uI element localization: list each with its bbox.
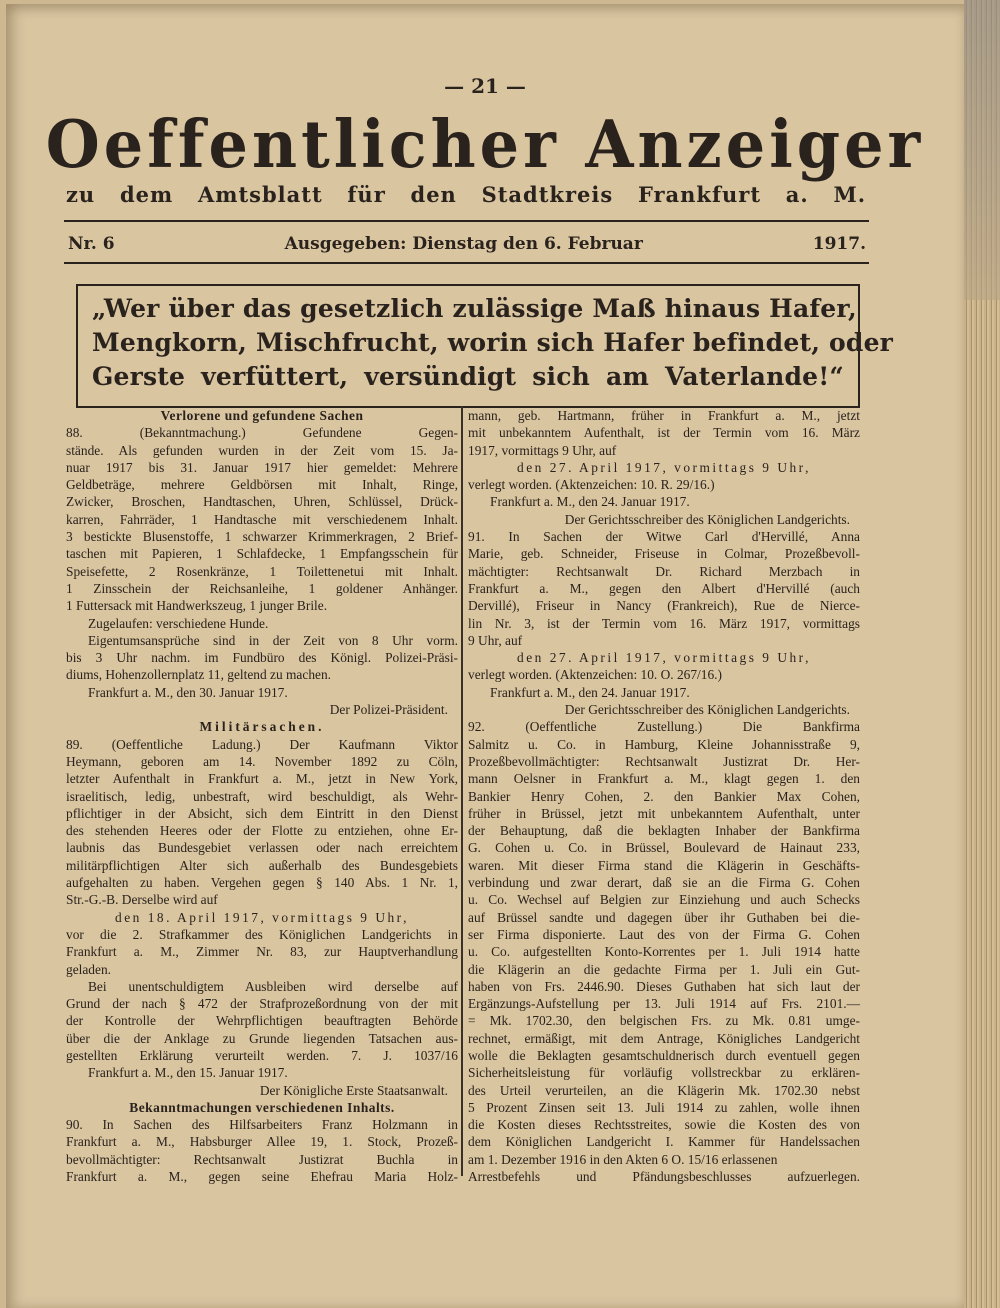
text-line: verlegt worden. (Aktenzeichen: 10. O. 267/16.) xyxy=(468,667,722,683)
text-line: Frankfurt a. M., gegen seine Ehefrau Maria Holz- xyxy=(66,1169,458,1185)
text-line: vor die 2. Strafkammer des Königlichen Landgerichts in xyxy=(66,926,458,942)
text-line: Frankfurt a. M., den 24. Januar 1917. xyxy=(490,684,690,700)
text-line: Prozeßbevollmächtigter: Rechtsanwalt Justizrat Dr. Her- xyxy=(468,753,860,769)
text-line: Frankfurt a. M., den 24. Januar 1917. xyxy=(490,494,690,510)
text-line: lin Nr. 3, ist der Termin vom 16. März 1917, vormittags xyxy=(468,615,860,631)
text-line: Der Polizei-Präsident. xyxy=(329,702,448,718)
text-line: 1 Zinsschein der Reichsanleihe, 1 goldener Anhänger. xyxy=(66,580,458,596)
text-line: taschen mit Papieren, 1 Schlafdecke, 1 Empfangsschein für xyxy=(66,546,458,562)
text-line: letzter Aufenthalt in Frankfurt a. M., jetzt in New York, xyxy=(66,771,458,787)
notice-line: „Wer über das gesetzlich zulässige Maß hinaus Hafer, xyxy=(92,294,857,323)
left-column xyxy=(66,407,458,1185)
text-line: Sicherheitsleistung für vorläufig vollstreckbar zu erklären- xyxy=(468,1065,860,1081)
text-line: die Kosten dieses Rechtsstreites, sowie die Kosten des von xyxy=(468,1117,860,1133)
text-line: Der Gerichtsschreiber des Königlichen Landgerichts. xyxy=(564,702,850,718)
text-line: früher in Brüssel, jetzt mit unbekanntem Aufenthalt, unter xyxy=(468,805,860,821)
text-line: Der Gerichtsschreiber des Königlichen Landgerichts. xyxy=(564,511,850,527)
text-line: 88. (Bekanntmachung.) Gefundene Gegen- xyxy=(66,425,458,441)
text-line: Frankfurt a. M., den 15. Januar 1917. xyxy=(88,1065,288,1081)
text-line: mit unbekanntem Aufenthalt, ist der Termin vom 16. März xyxy=(468,425,860,441)
text-line: Frankfurt a. M., gegen den Albert d'Hervillé (auch xyxy=(468,580,860,596)
section-heading: Bekanntmachungen verschiedenen Inhalts. xyxy=(129,1099,395,1115)
text-line: Der Königliche Erste Staatsanwalt. xyxy=(259,1082,448,1098)
section-heading: Verlorene und gefundene Sachen xyxy=(160,408,364,423)
newspaper-page xyxy=(6,4,964,1308)
text-line: 3 bestickte Blusenstoffe, 1 schwarzer Krimmerkragen, 2 Brief- xyxy=(66,529,458,545)
text-line: 90. In Sachen des Hilfsarbeiters Franz Holzmann in xyxy=(66,1117,458,1133)
text-line: Eigentumsansprüche sind in der Zeit von 8 Uhr vorm. xyxy=(88,632,458,648)
text-line: pflichtiger in der Absicht, sich dem Eintritt in den Dienst xyxy=(66,805,458,821)
text-line: 5 Prozent Zinsen seit 13. Juli 1914 zu zahlen, wolle ihnen xyxy=(468,1099,860,1115)
text-line: ser Firma disponierte. Laut des von der Firma G. Cohen xyxy=(468,926,860,942)
text-line: Str.-G.-B. Derselbe wird auf xyxy=(66,892,218,908)
text-line: mächtigter: Rechtsanwalt Dr. Richard Merzbach in xyxy=(468,563,860,579)
text-line: waren. Mit dieser Firma stand die Klägerin in Geschäfts- xyxy=(468,857,860,873)
issue-date: Ausgegeben: Dienstag den 6. Februar xyxy=(284,234,643,254)
page-number: — 21 — xyxy=(444,74,526,98)
text-line: bis 3 Uhr nachm. im Fundbüro des Königl. Polizei-Präsi- xyxy=(66,650,458,666)
text-line: Arrestbefehls und Pfändungsbeschlusses aufzuerlegen. xyxy=(468,1169,860,1185)
issue-line xyxy=(68,234,866,254)
text-line: rechnet, ermäßigt, mit dem Antrage, Königliches Landgericht xyxy=(468,1030,860,1046)
text-line: Bankier Henry Cohen, 2. den Bankier Max Cohen, xyxy=(468,788,860,804)
text-line: der Behauptung, daß die beklagten Inhaber der Bankfirma xyxy=(468,823,860,839)
text-line: über die der Anklage zu Grunde liegenden Tatsachen aus- xyxy=(66,1030,458,1046)
text-line: Marie, geb. Schneider, Friseuse in Colmar, Prozeßbevoll- xyxy=(468,546,860,562)
notice-box xyxy=(76,284,894,408)
text-line: Frankfurt a. M., Habsburger Allee 19, 1. Stock, Prozeß- xyxy=(66,1134,458,1150)
text-line: u. Co. aufgestellten Konto-Korrentes per 1. Juli 1914 hatte xyxy=(468,944,860,960)
text-line: Ergänzungs-Aufstellung per 13. Juli 1914 auf Frs. 2101.— xyxy=(468,996,860,1012)
text-line: Grund der nach § 472 der Strafprozeßordnung von der mit xyxy=(66,996,458,1012)
text-line: karren, Fahrräder, 1 Handtasche mit verschiedenem Inhalt. xyxy=(66,511,458,527)
book-cover-shadow xyxy=(964,0,1000,300)
text-line: 92. (Oeffentliche Zustellung.) Die Bankfirma xyxy=(468,719,860,735)
masthead-rule-bottom xyxy=(64,262,869,264)
notice-line: Gerste verfüttert, versündigt sich am Vaterlande!“ xyxy=(92,362,844,391)
issue-number: Nr. 6 xyxy=(68,234,115,254)
text-line: wolle die Beklagten gesamtschuldnerisch durch eventuell gegen xyxy=(468,1047,860,1063)
text-line: G. Cohen u. Co. in Brüssel, Boulevard de Hainaut 233, xyxy=(468,840,860,856)
text-line: Speisefette, 2 Rosenkränze, 1 Toilettenetui mit Inhalt. xyxy=(66,563,458,579)
text-line: verbindung und zwar derart, daß sie an die Firma G. Cohen xyxy=(468,875,860,891)
text-line: Heymann, geboren am 14. November 1892 zu Cöln, xyxy=(66,753,458,769)
text-line: 1917, vormittags 9 Uhr, auf xyxy=(468,442,617,458)
text-line: aufgehalten zu haben. Vergehen gegen § 140 Abs. 1 Nr. 1, xyxy=(66,875,458,891)
text-line: Bei unentschuldigtem Ausbleiben wird derselbe auf xyxy=(88,978,458,994)
column-divider xyxy=(461,406,463,1176)
text-line: bevollmächtigter: Rechtsanwalt Justizrat Buchla in xyxy=(66,1151,458,1167)
text-line: stände. Als gefunden wurden in der Zeit vom 15. Ja- xyxy=(66,442,458,458)
text-line: des stehenden Heeres oder der Flotte zu entziehen, ohne Er- xyxy=(66,823,458,839)
text-line: die Klägerin an die gedachte Firma per 1. Juli ein Gut- xyxy=(468,961,860,977)
text-line: Dervillé), Friseur in Nancy (Frankreich), Rue de Nierce- xyxy=(468,598,860,614)
newspaper-subtitle: zu dem Amtsblatt für den Stadtkreis Frankfurt a. M. xyxy=(66,182,866,207)
text-line: dem Königlichen Landgericht I. Kammer für Handelssachen xyxy=(468,1134,860,1150)
notice-line: Mengkorn, Mischfrucht, worin sich Hafer befindet, oder xyxy=(92,328,894,357)
text-line: israelitisch, ledig, unbestraft, wird beschuldigt, als Wehr- xyxy=(66,788,458,804)
text-line: 91. In Sachen der Witwe Carl d'Hervillé, Anna xyxy=(468,529,860,545)
text-line: der Kontrolle der Wehrpflichtigen beauftragten Behörde xyxy=(66,1013,458,1029)
text-line: des Urteil verurteilen, an die Klägerin Mk. 1702.30 nebst xyxy=(468,1082,860,1098)
issue-year: 1917. xyxy=(812,234,866,254)
text-line: am 1. Dezember 1916 in den Akten 6 O. 15/16 erlassenen xyxy=(468,1151,778,1167)
text-line: Salmitz u. Co. in Hamburg, Kleine Johannisstraße 9, xyxy=(468,736,860,752)
text-line: u. Co. Wechsel auf Belgien zur Einziehung und auch Schecks xyxy=(468,892,860,908)
text-line: = Mk. 1702.30, den belgischen Frs. zu Mk. 0.81 umge- xyxy=(468,1013,860,1029)
text-line: Zugelaufen: verschiedene Hunde. xyxy=(88,615,269,631)
text-line: Frankfurt a. M., den 30. Januar 1917. xyxy=(88,684,288,700)
text-line: militärpflichtigen Alter sich außerhalb des Bundesgebiets xyxy=(66,857,458,873)
text-line: den 18. April 1917, vormittags 9 Uhr, xyxy=(115,909,409,925)
text-line: den 27. April 1917, vormittags 9 Uhr, xyxy=(517,650,811,666)
text-line: 1 Futtersack mit Handwerkszeug, 1 junger Brile. xyxy=(66,598,328,614)
text-line: Frankfurt a. M., Zimmer Nr. 83, zur Hauptverhandlung xyxy=(66,944,458,960)
text-line: 89. (Oeffentliche Ladung.) Der Kaufmann Viktor xyxy=(66,736,458,752)
text-line: Zwicker, Broschen, Handtaschen, Uhren, Schlüssel, Drück- xyxy=(66,494,458,510)
text-line: haben von Frs. 2446.90. Dieses Guthaben hat sich laut der xyxy=(468,978,860,994)
text-line: den 27. April 1917, vormittags 9 Uhr, xyxy=(517,459,811,475)
masthead-rule-top xyxy=(64,220,869,222)
right-column xyxy=(468,407,860,1185)
text-line: mann, geb. Hartmann, früher in Frankfurt a. M., jetzt xyxy=(468,408,860,423)
section-heading: Militärsachen. xyxy=(199,719,325,735)
text-line: verlegt worden. (Aktenzeichen: 10. R. 29/16.) xyxy=(468,477,715,493)
text-line: laubnis das Bundesgebiet verlassen oder nach erreichtem xyxy=(66,840,458,856)
text-line: geladen. xyxy=(66,961,111,977)
text-line: mann Oelsner in Frankfurt a. M., klagt gegen 1. den xyxy=(468,771,860,787)
text-line: gestellten Erklärung verurteilt werden. 7. J. 1037/16 xyxy=(66,1047,458,1063)
newspaper-title: Oeffentlicher Anzeiger xyxy=(45,106,925,183)
text-line: 9 Uhr, auf xyxy=(468,632,523,648)
text-line: nuar 1917 bis 31. Januar 1917 hier gemeldet: Mehrere xyxy=(66,459,458,475)
text-line: auf Brüssel sandte und dagegen über ihr Guthaben bei die- xyxy=(468,909,860,925)
text-line: Geldbeträge, mehrere Geldbörsen mit Inhalt, Ringe, xyxy=(66,477,458,493)
text-line: diums, Hohenzollernplatz 11, geltend zu machen. xyxy=(66,667,332,683)
